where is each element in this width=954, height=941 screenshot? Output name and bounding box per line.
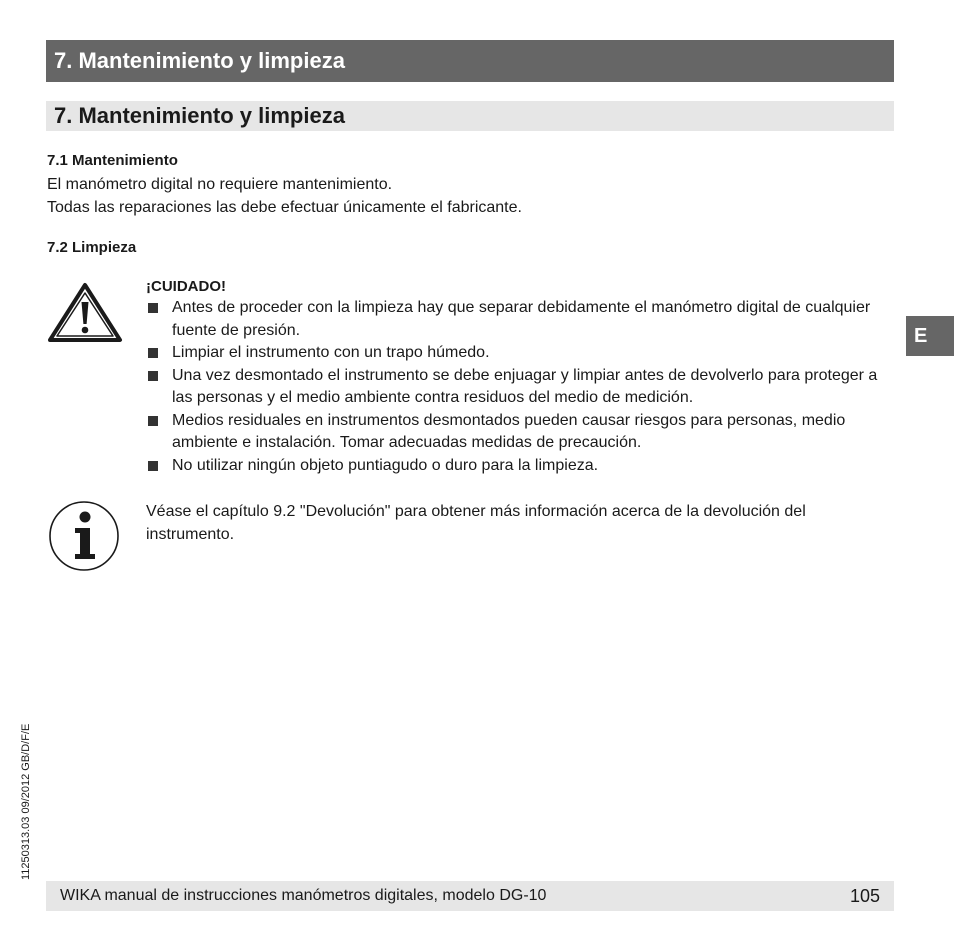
- section-7-2-title: 7.2 Limpieza: [47, 239, 137, 256]
- footer-text: WIKA manual de instrucciones manómetros digitales, modelo DG-10: [60, 887, 547, 904]
- list-item: [146, 410, 894, 455]
- document-code: 11250313.03 09/2012 GB/D/F/E: [20, 723, 32, 880]
- maintenance-line-2: Todas las reparaciones las debe efectuar únicamente el fabricante.: [47, 199, 522, 216]
- bullet-text: Antes de proceder con la limpieza hay que separar debidamente el manómetro digital de cualquier fuente de presión.: [172, 299, 871, 339]
- list-item: [146, 342, 894, 365]
- bullet-text: Limpiar el instrumento con un trapo húmedo.: [172, 344, 490, 361]
- cleaning-bullet-list: [146, 297, 894, 477]
- square-bullet-icon: [148, 416, 158, 426]
- list-item: [146, 297, 894, 342]
- section-header: 7. Mantenimiento y limpieza: [46, 101, 894, 131]
- square-bullet-icon: [148, 303, 158, 313]
- page-footer: [46, 881, 894, 911]
- maintenance-line-1: El manómetro digital no requiere mantenimiento.: [47, 176, 393, 193]
- caution-title: ¡CUIDADO!: [146, 278, 226, 295]
- warning-triangle-icon: [46, 280, 124, 344]
- page-number: 105: [849, 886, 880, 906]
- list-item: [146, 365, 894, 410]
- square-bullet-icon: [148, 461, 158, 471]
- language-tab: E: [906, 316, 954, 356]
- list-item: [146, 455, 894, 478]
- bullet-text: Medios residuales en instrumentos desmontados pueden causar riesgos para personas, medio ambiente e instalación. Tomar adecuadas medidas de precaución.: [172, 411, 846, 451]
- section-7-1-title: 7.1 Mantenimiento: [47, 152, 178, 169]
- square-bullet-icon: [148, 371, 158, 381]
- bullet-text: No utilizar ningún objeto puntiagudo o duro para la limpieza.: [172, 456, 599, 474]
- bullet-text: Una vez desmontado el instrumento se debe enjuagar y limpiar antes de devolverlo para proteger a las personas y el medio ambiente contra residuos del medio de medición.: [172, 366, 878, 406]
- page-header-dark: 7. Mantenimiento y limpieza: [46, 40, 894, 82]
- info-icon: [47, 499, 121, 573]
- info-note-text: Véase el capítulo 9.2 "Devolución" para obtener más información acerca de la devolución del instrumento.: [146, 503, 806, 543]
- square-bullet-icon: [148, 348, 158, 358]
